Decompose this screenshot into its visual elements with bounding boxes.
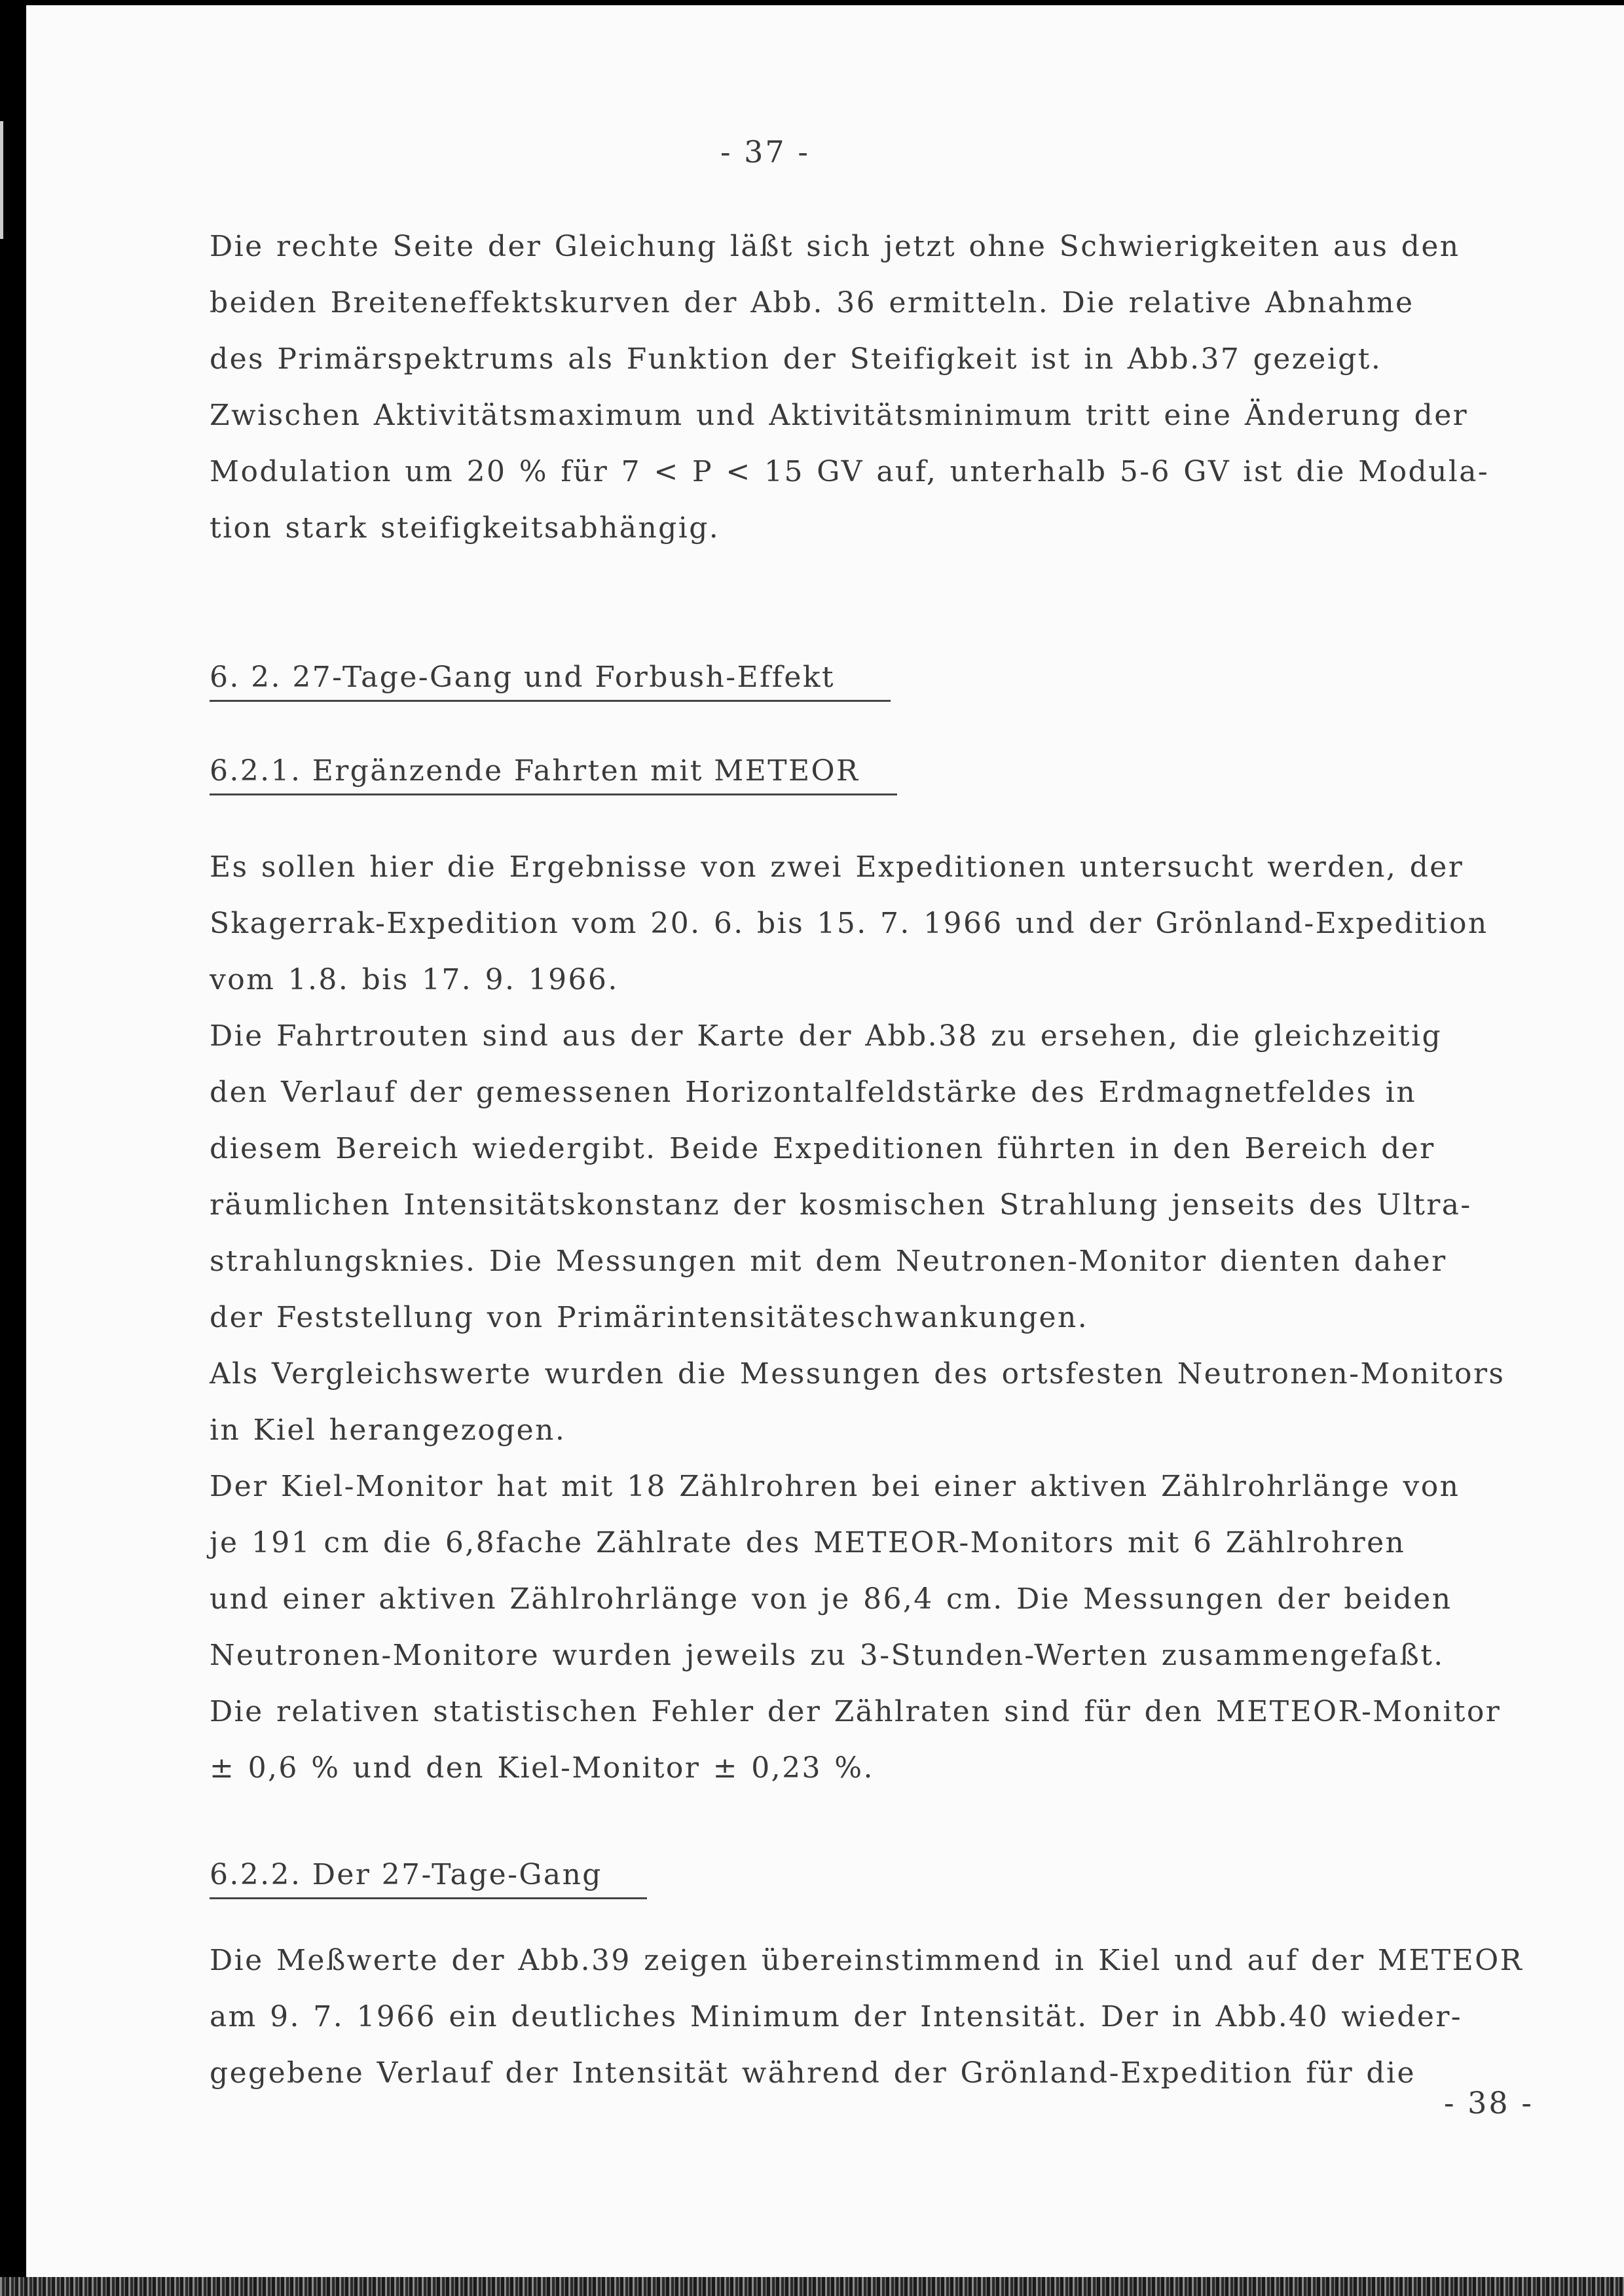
text-line: beiden Breiteneffektskurven der Abb. 36 ermitteln. Die relative Abnahme	[210, 286, 1414, 319]
text-line: ± 0,6 % und den Kiel-Monitor ± 0,23 %.	[210, 1751, 874, 1785]
section-heading-6-2-2: 6.2.2. Der 27-Tage-Gang	[210, 1855, 647, 1899]
text-line: Der Kiel-Monitor hat mit 18 Zählrohren bei einer aktiven Zählrohrlänge von	[210, 1470, 1460, 1503]
text-line: Als Vergleichswerte wurden die Messungen des ortsfesten Neutronen-Monitors	[210, 1357, 1505, 1391]
text-line: Es sollen hier die Ergebnisse von zwei Expeditionen untersucht werden, der	[210, 850, 1464, 884]
text-line: Zwischen Aktivitätsmaximum und Aktivitätsminimum tritt eine Änderung der	[210, 399, 1469, 432]
section-heading-6-2: 6. 2. 27-Tage-Gang und Forbush-Effekt	[210, 658, 891, 702]
text-line: Die Fahrtrouten sind aus der Karte der Abb.38 zu ersehen, die gleichzeitig	[210, 1019, 1443, 1053]
paragraph-breiteneffekt	[210, 219, 1545, 556]
page-number-bottom: - 38 -	[1444, 2085, 1534, 2121]
text-line: Neutronen-Monitore wurden jeweils zu 3-Stunden-Werten zusammengefaßt.	[210, 1639, 1445, 1672]
section-heading-6-2-1: 6.2.1. Ergänzende Fahrten mit METEOR	[210, 752, 897, 795]
text-line: Die rechte Seite der Gleichung läßt sich jetzt ohne Schwierigkeiten aus den	[210, 230, 1460, 263]
text-line: des Primärspektrums als Funktion der Steifigkeit ist in Abb.37 gezeigt.	[210, 342, 1382, 376]
text-line: Die relativen statistischen Fehler der Zählraten sind für den METEOR-Monitor	[210, 1695, 1502, 1728]
text-line: strahlungsknies. Die Messungen mit dem Neutronen-Monitor dienten daher	[210, 1245, 1447, 1278]
scan-edge-mark	[0, 121, 3, 239]
text-line: Modulation um 20 % für 7 < P < 15 GV auf, unterhalb 5-6 GV ist die Modula-	[210, 455, 1490, 488]
text-line: diesem Bereich wiedergibt. Beide Expeditionen führten in den Bereich der	[210, 1132, 1435, 1165]
text-line: vom 1.8. bis 17. 9. 1966.	[210, 963, 619, 996]
text-line: je 191 cm die 6,8fache Zählrate des METEOR-Monitors mit 6 Zählrohren	[210, 1526, 1406, 1559]
text-line: den Verlauf der gemessenen Horizontalfeldstärke des Erdmagnetfeldes in	[210, 1076, 1416, 1109]
text-line: in Kiel herangezogen.	[210, 1413, 566, 1447]
text-line: räumlichen Intensitätskonstanz der kosmischen Strahlung jenseits des Ultra-	[210, 1188, 1472, 1222]
paragraph-meteor-fahrten	[210, 839, 1545, 1796]
paragraph-27-tage-gang	[210, 1933, 1545, 2102]
scan-noise-strip	[0, 2277, 1624, 2296]
text-line: am 9. 7. 1966 ein deutliches Minimum der Intensität. Der in Abb.40 wieder-	[210, 2000, 1463, 2033]
text-line: Die Meßwerte der Abb.39 zeigen übereinstimmend in Kiel und auf der METEOR	[210, 1944, 1524, 1977]
text-line: der Feststellung von Primärintensitäteschwankungen.	[210, 1301, 1089, 1334]
page-number-top: - 37 -	[720, 134, 810, 170]
text-line: und einer aktiven Zählrohrlänge von je 86,4 cm. Die Messungen der beiden	[210, 1582, 1452, 1616]
text-line: gegebene Verlauf der Intensität während der Grönland-Expedition für die	[210, 2056, 1416, 2090]
text-line: Skagerrak-Expedition vom 20. 6. bis 15. 7. 1966 und der Grönland-Expedition	[210, 907, 1488, 940]
text-line: tion stark steifigkeitsabhängig.	[210, 511, 720, 545]
